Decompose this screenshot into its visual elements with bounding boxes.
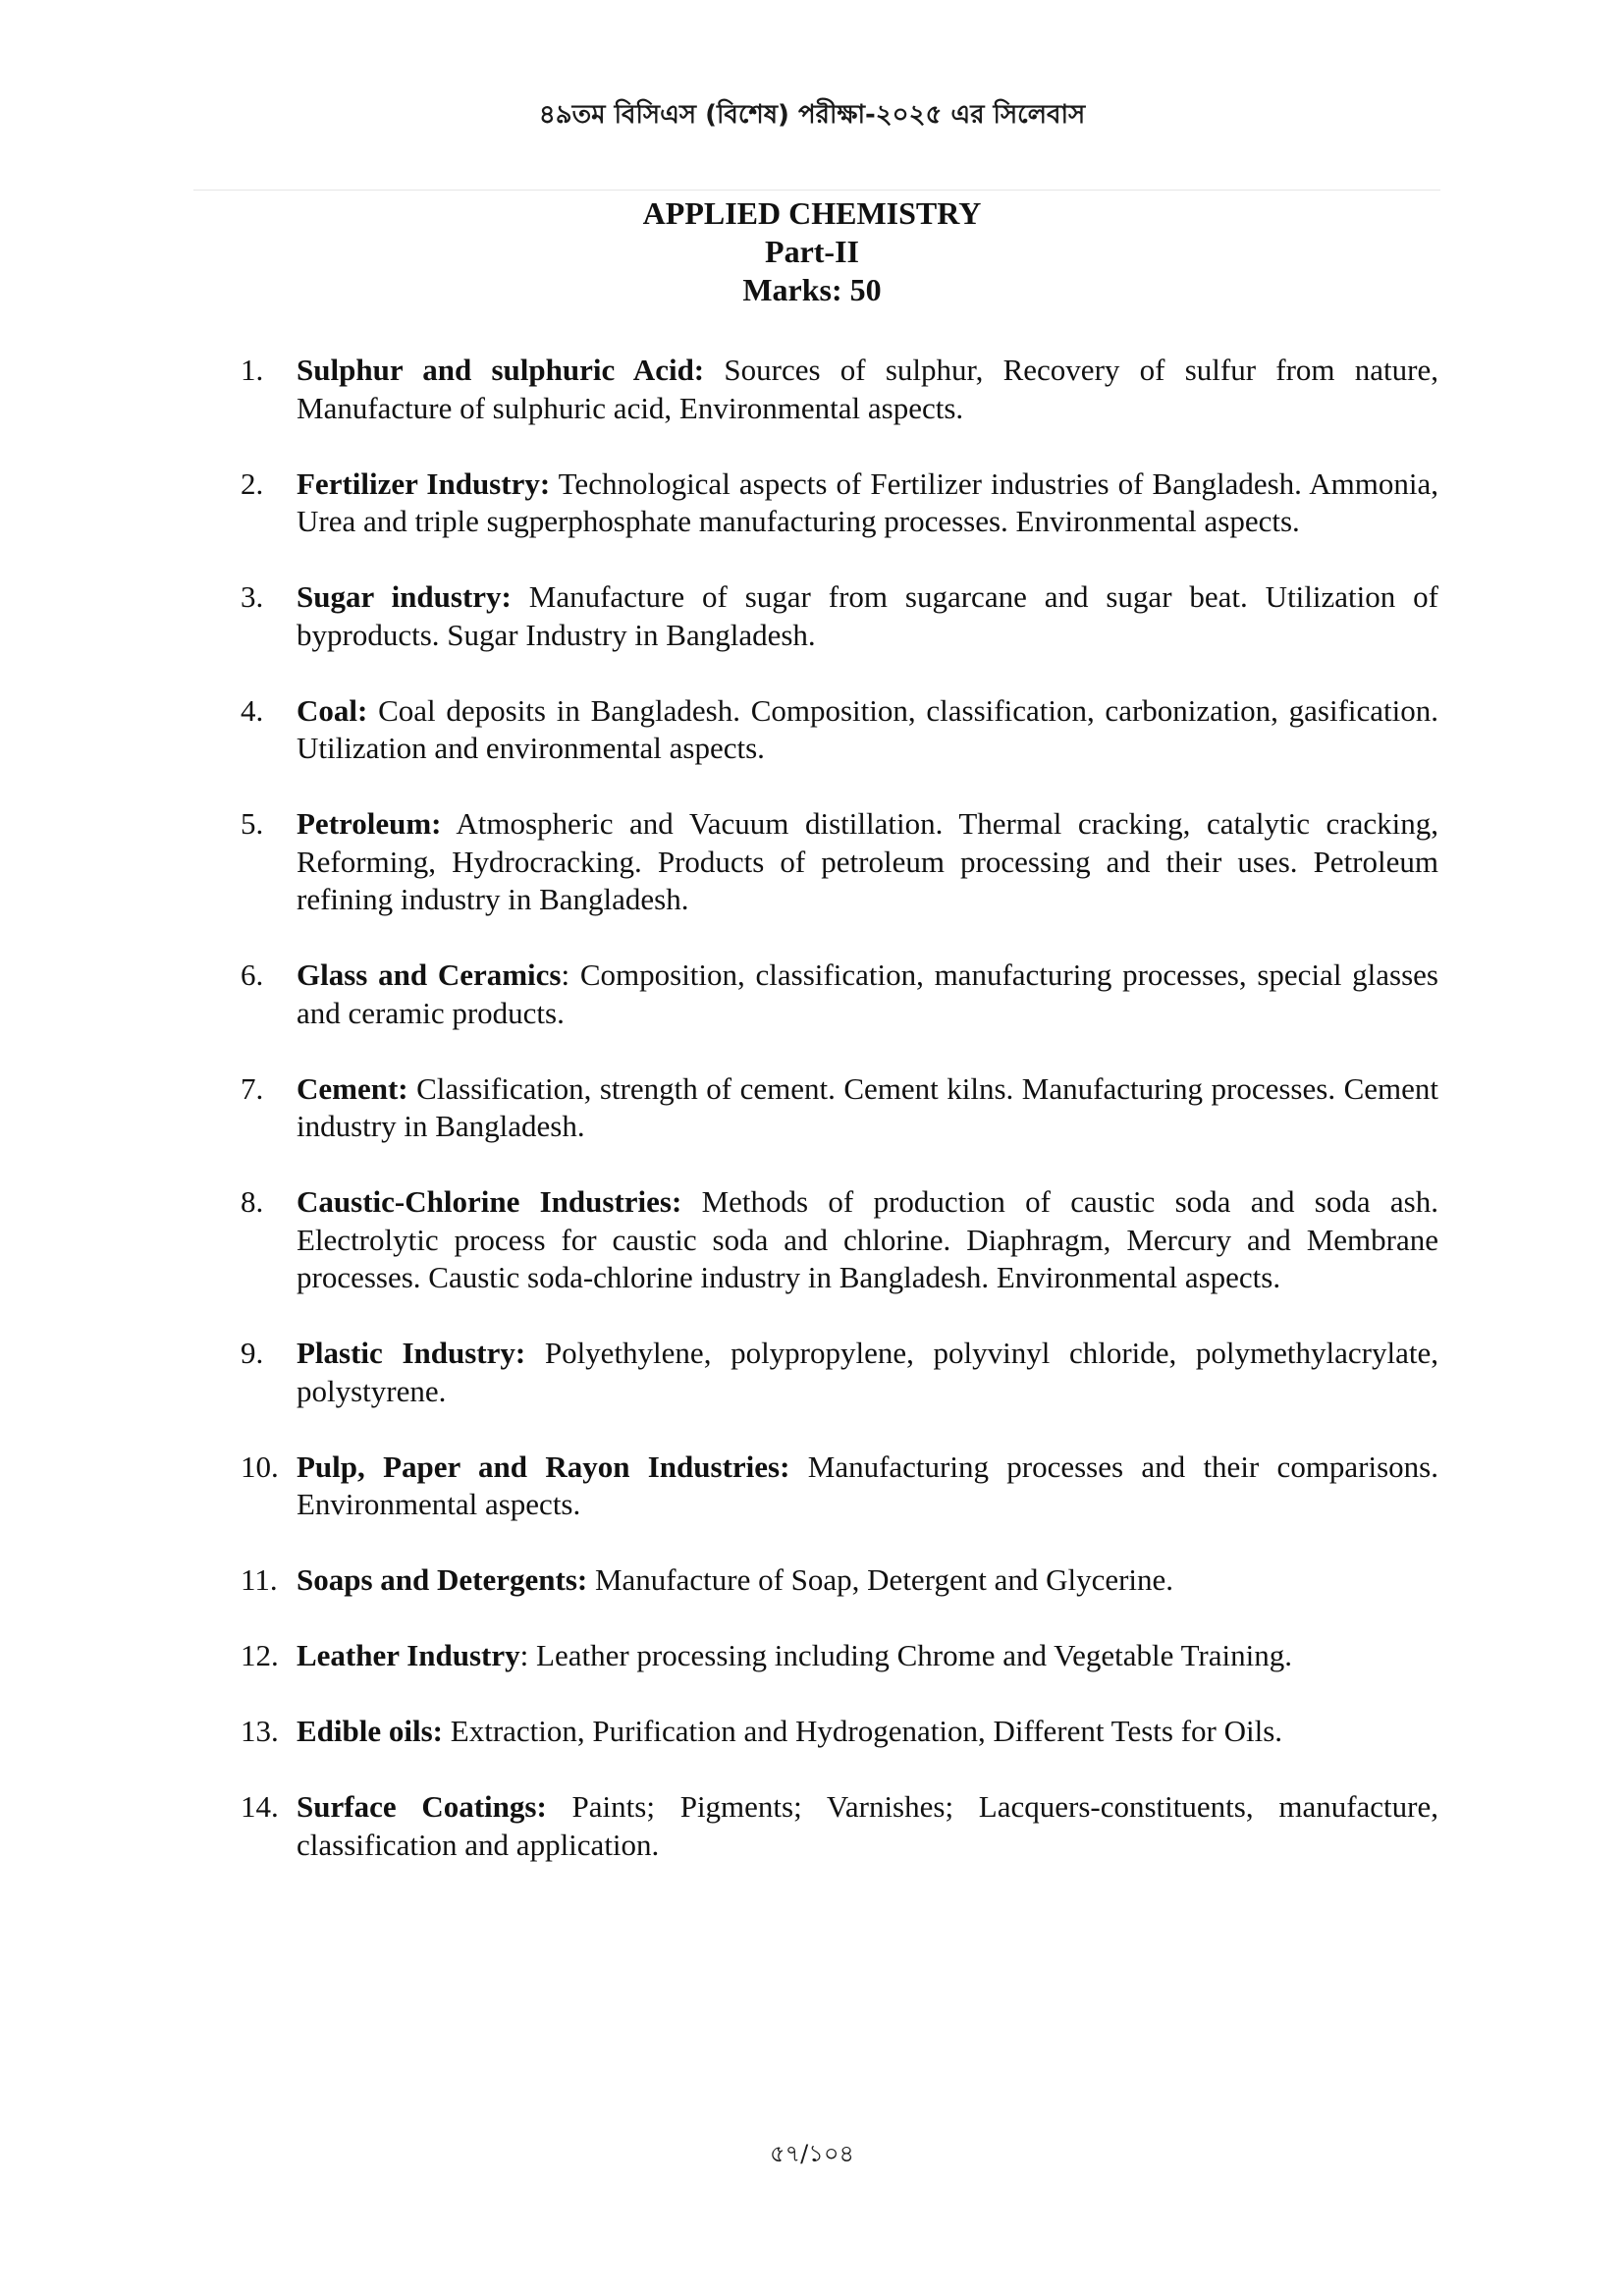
item-body: Manufacture of Soap, Detergent and Glycerine. [587, 1562, 1174, 1597]
item-number: 12. [241, 1638, 279, 1672]
item-number: 11. [241, 1562, 278, 1597]
syllabus-item [241, 352, 1438, 427]
item-body: Extraction, Purification and Hydrogenation, Different Tests for Oils. [443, 1714, 1283, 1748]
syllabus-item [241, 1335, 1438, 1410]
syllabus-item [241, 957, 1438, 1032]
item-number: 8. [241, 1184, 264, 1219]
syllabus-item [241, 1070, 1438, 1146]
item-heading: Surface Coatings: [297, 1789, 547, 1824]
item-number: 2. [241, 465, 264, 501]
syllabus-item [241, 1788, 1438, 1864]
item-heading: Sulphur and sulphuric Acid: [297, 353, 705, 387]
item-number: 6. [241, 957, 264, 992]
item-heading: Edible oils: [297, 1714, 444, 1748]
item-number: 13. [241, 1714, 279, 1748]
item-text [297, 1713, 1438, 1751]
item-number: 9. [241, 1336, 264, 1370]
item-number: 10. [241, 1449, 279, 1484]
item-text [297, 957, 1438, 1032]
item-text [297, 1335, 1438, 1410]
item-text [297, 578, 1438, 654]
item-text [297, 1449, 1438, 1524]
item-text [297, 805, 1438, 919]
syllabus-list [241, 352, 1438, 1902]
syllabus-item [241, 1713, 1438, 1751]
item-number: 7. [241, 1070, 264, 1106]
item-heading: Coal: [297, 692, 368, 728]
item-text [297, 465, 1438, 541]
subject-title: APPLIED CHEMISTRY [642, 195, 982, 231]
title-block [0, 194, 1624, 309]
item-body: Methods of production of caustic soda and soda ash. Electrolytic process for caustic soda and chlorine. Diaphragm, Mercury and Membrane processes. Caustic soda-chlorine industry in Bangladesh. Environmental aspects. [297, 1184, 1438, 1294]
item-body: : Composition, classification, manufacturing processes, special glasses and ceramic products. [297, 957, 1438, 1030]
item-number: 5. [241, 806, 264, 841]
item-text [297, 1788, 1438, 1864]
syllabus-item [241, 1449, 1438, 1524]
part-label: Part-II [765, 234, 859, 269]
page-number: ৫৭/১০৪ [769, 2140, 855, 2167]
item-heading: Fertilizer Industry: [297, 465, 551, 501]
item-text [297, 692, 1438, 768]
item-body: Polyethylene, polypropylene, polyvinyl chloride, polymethylacrylate, polystyrene. [297, 1336, 1438, 1408]
syllabus-item [241, 1561, 1438, 1600]
item-heading: Leather Industry [297, 1638, 520, 1672]
item-heading: Soaps and Detergents: [297, 1562, 588, 1597]
syllabus-item [241, 578, 1438, 654]
item-text [297, 1070, 1438, 1146]
item-heading: Cement: [297, 1070, 408, 1106]
item-body: Paints; Pigments; Varnishes; Lacquers-constituents, manufacture, classification and application. [297, 1789, 1438, 1862]
item-number: 14. [241, 1789, 279, 1824]
page-header: ৪৯তম বিসিএস (বিশেষ) পরীক্ষা-২০২৫ এর সিলেবাস [538, 100, 1086, 130]
item-text [297, 352, 1438, 427]
item-text [297, 1183, 1438, 1297]
item-heading: Glass and Ceramics [297, 957, 562, 992]
item-body: Technological aspects of Fertilizer industries of Bangladesh. Ammonia, Urea and triple sugperphosphate manufacturing processes. Environmental aspects. [297, 465, 1438, 538]
syllabus-item [241, 692, 1438, 768]
item-body: Classification, strength of cement. Cement kilns. Manufacturing processes. Cement industry in Bangladesh. [297, 1070, 1438, 1143]
syllabus-item [241, 465, 1438, 541]
item-heading: Petroleum: [297, 806, 442, 841]
marks-label: Marks: 50 [742, 272, 882, 307]
item-number: 3. [241, 579, 264, 614]
item-heading: Sugar industry: [297, 579, 512, 614]
item-heading: Pulp, Paper and Rayon Industries: [297, 1449, 790, 1484]
item-heading: Caustic-Chlorine Industries: [297, 1184, 682, 1219]
item-body: Manufacture of sugar from sugarcane and sugar beat. Utilization of byproducts. Sugar Industry in Bangladesh. [297, 579, 1438, 652]
item-text [297, 1637, 1438, 1675]
header-divider [193, 190, 1440, 191]
item-body: Manufacturing processes and their comparisons. Environmental aspects. [297, 1449, 1439, 1521]
syllabus-item [241, 1183, 1438, 1297]
item-number: 1. [241, 353, 264, 387]
item-body: Sources of sulphur, Recovery of sulfur from nature, Manufacture of sulphuric acid, Environmental aspects. [297, 353, 1438, 425]
syllabus-item [241, 1637, 1438, 1675]
item-number: 4. [241, 692, 264, 728]
item-body: Atmospheric and Vacuum distillation. Thermal cracking, catalytic cracking, Reforming, Hydrocracking. Products of petroleum processing and their uses. Petroleum refining industry in Bangladesh. [297, 806, 1438, 916]
item-text [297, 1561, 1438, 1600]
item-body: : Leather processing including Chrome and Vegetable Training. [519, 1638, 1292, 1672]
item-body: Coal deposits in Bangladesh. Composition, classification, carbonization, gasification. Utilization and environmental aspects. [297, 692, 1438, 765]
syllabus-item [241, 805, 1438, 919]
item-heading: Plastic Industry: [297, 1336, 526, 1370]
